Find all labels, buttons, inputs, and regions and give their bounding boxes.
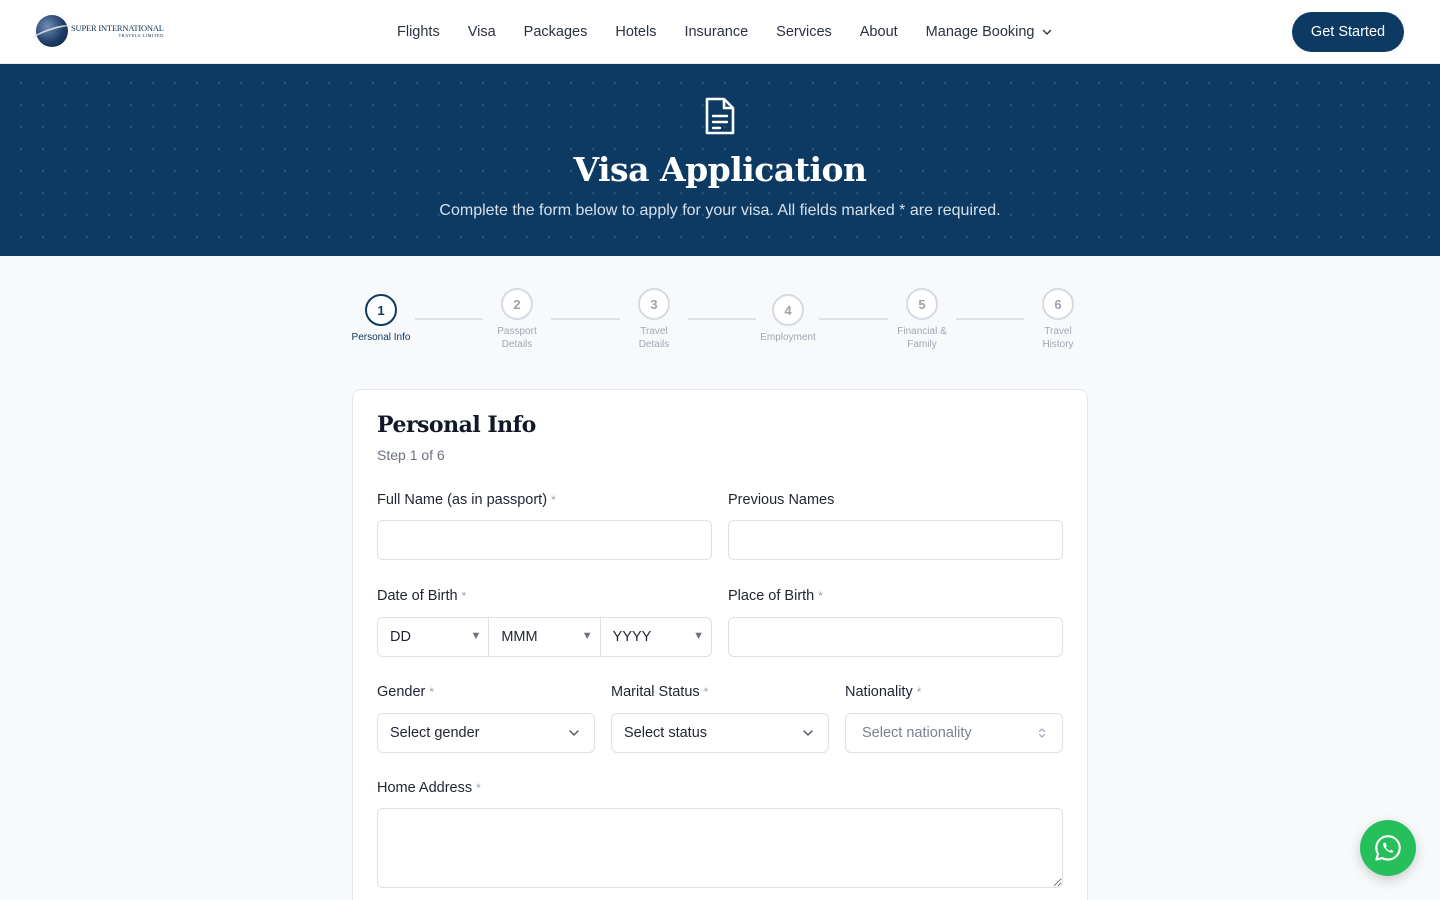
nationality-label-text: Nationality	[845, 684, 913, 700]
globe-logo-icon	[36, 15, 68, 47]
dropdown-arrow-icon: ▼	[470, 630, 482, 642]
dob-year-value: YYYY	[612, 629, 652, 645]
logo-line-2: TRAVELS LIMITED	[118, 32, 164, 38]
dropdown-arrow-icon: ▼	[581, 630, 593, 642]
nationality-placeholder: Select nationality	[862, 725, 972, 741]
step-label: Personal Info	[351, 332, 411, 343]
date-of-birth-group	[377, 617, 712, 657]
step-number: 2	[501, 288, 533, 320]
date-of-birth-label	[377, 588, 466, 604]
logo-wordmark	[71, 24, 164, 38]
logo-line-1: SUPER INTERNATIONAL	[71, 23, 164, 33]
application-stepper	[352, 288, 1088, 358]
nav-link-packages[interactable]: Packages	[523, 24, 588, 40]
marital-status-select-value: Select status	[624, 725, 708, 741]
page-title: Visa Application	[573, 150, 867, 189]
chevron-down-icon	[1042, 27, 1052, 37]
nav-link-insurance[interactable]: Insurance	[684, 24, 749, 40]
nav-link-visa[interactable]: Visa	[467, 24, 496, 40]
dropdown-arrow-icon: ▼	[693, 630, 704, 642]
step-passport-details[interactable]	[472, 288, 562, 351]
gender-label-text: Gender	[377, 684, 426, 700]
nav-dropdown-manage-booking[interactable]	[926, 24, 1052, 40]
step-label: Travel Details	[638, 326, 670, 350]
place-of-birth-label-text: Place of Birth	[728, 588, 815, 604]
get-started-button[interactable]: Get Started	[1292, 12, 1404, 52]
full-name-label-text: Full Name (as in passport)	[377, 492, 548, 508]
chevron-down-icon	[568, 727, 580, 739]
step-travel-history[interactable]	[1013, 288, 1103, 351]
previous-names-label: Previous Names	[728, 492, 835, 508]
required-asterisk: *	[429, 685, 435, 699]
hero-banner	[0, 64, 1440, 256]
dob-day-value: DD	[390, 629, 411, 645]
step-personal-info[interactable]	[336, 294, 426, 344]
dob-day-select[interactable]	[378, 618, 489, 656]
step-label: Passport Details	[497, 326, 537, 350]
step-progress-text: Step 1 of 6	[377, 447, 445, 463]
home-address-textarea[interactable]	[377, 808, 1063, 888]
date-of-birth-label-text: Date of Birth	[377, 588, 458, 604]
gender-select[interactable]	[377, 713, 595, 753]
dob-month-select[interactable]	[489, 618, 600, 656]
home-address-label	[377, 780, 481, 796]
place-of-birth-input[interactable]	[728, 617, 1063, 657]
form-section-title: Personal Info	[377, 412, 536, 438]
required-asterisk: *	[461, 589, 467, 603]
step-number: 4	[772, 294, 804, 326]
place-of-birth-label	[728, 588, 823, 604]
required-asterisk: *	[703, 685, 709, 699]
step-number: 5	[906, 288, 938, 320]
personal-info-form-card	[352, 389, 1088, 900]
nav-link-flights[interactable]: Flights	[397, 24, 440, 40]
marital-status-select[interactable]	[611, 713, 829, 753]
nav-link-about[interactable]: About	[859, 24, 898, 40]
home-address-label-text: Home Address	[377, 780, 473, 796]
nationality-label	[845, 684, 921, 700]
step-label: Travel History	[1042, 326, 1074, 350]
step-travel-details[interactable]	[609, 288, 699, 351]
step-label: Employment	[760, 332, 816, 343]
gender-label	[377, 684, 434, 700]
step-label: Financial & Family	[897, 326, 947, 350]
step-number: 3	[638, 288, 670, 320]
dob-month-value: MMM	[501, 629, 538, 645]
manage-booking-label: Manage Booking	[925, 24, 1035, 40]
gender-select-value: Select gender	[390, 725, 480, 741]
company-logo[interactable]	[36, 14, 164, 48]
document-icon	[703, 96, 737, 136]
required-asterisk: *	[476, 781, 481, 795]
full-name-label	[377, 492, 556, 508]
required-asterisk: *	[551, 493, 556, 507]
step-number: 1	[365, 294, 397, 326]
main-nav	[397, 0, 1080, 64]
step-number: 6	[1042, 288, 1074, 320]
whatsapp-icon	[1373, 833, 1403, 863]
marital-status-label	[611, 684, 708, 700]
page-subtitle: Complete the form below to apply for your visa. All fields marked * are required.	[439, 202, 1001, 219]
dob-year-select[interactable]	[601, 618, 711, 656]
required-asterisk: *	[916, 685, 922, 699]
previous-names-input[interactable]	[728, 520, 1063, 560]
chevrons-up-down-icon	[1036, 727, 1048, 739]
whatsapp-chat-button[interactable]	[1360, 820, 1416, 876]
nav-link-services[interactable]: Services	[776, 24, 832, 40]
top-navbar	[0, 0, 1440, 64]
nav-link-hotels[interactable]: Hotels	[615, 24, 657, 40]
step-employment[interactable]	[743, 294, 833, 344]
step-financial-family[interactable]	[877, 288, 967, 351]
marital-status-label-text: Marital Status	[611, 684, 700, 700]
chevron-down-icon	[802, 727, 814, 739]
full-name-input[interactable]	[377, 520, 712, 560]
nationality-combobox[interactable]	[845, 713, 1063, 753]
required-asterisk: *	[818, 589, 823, 603]
